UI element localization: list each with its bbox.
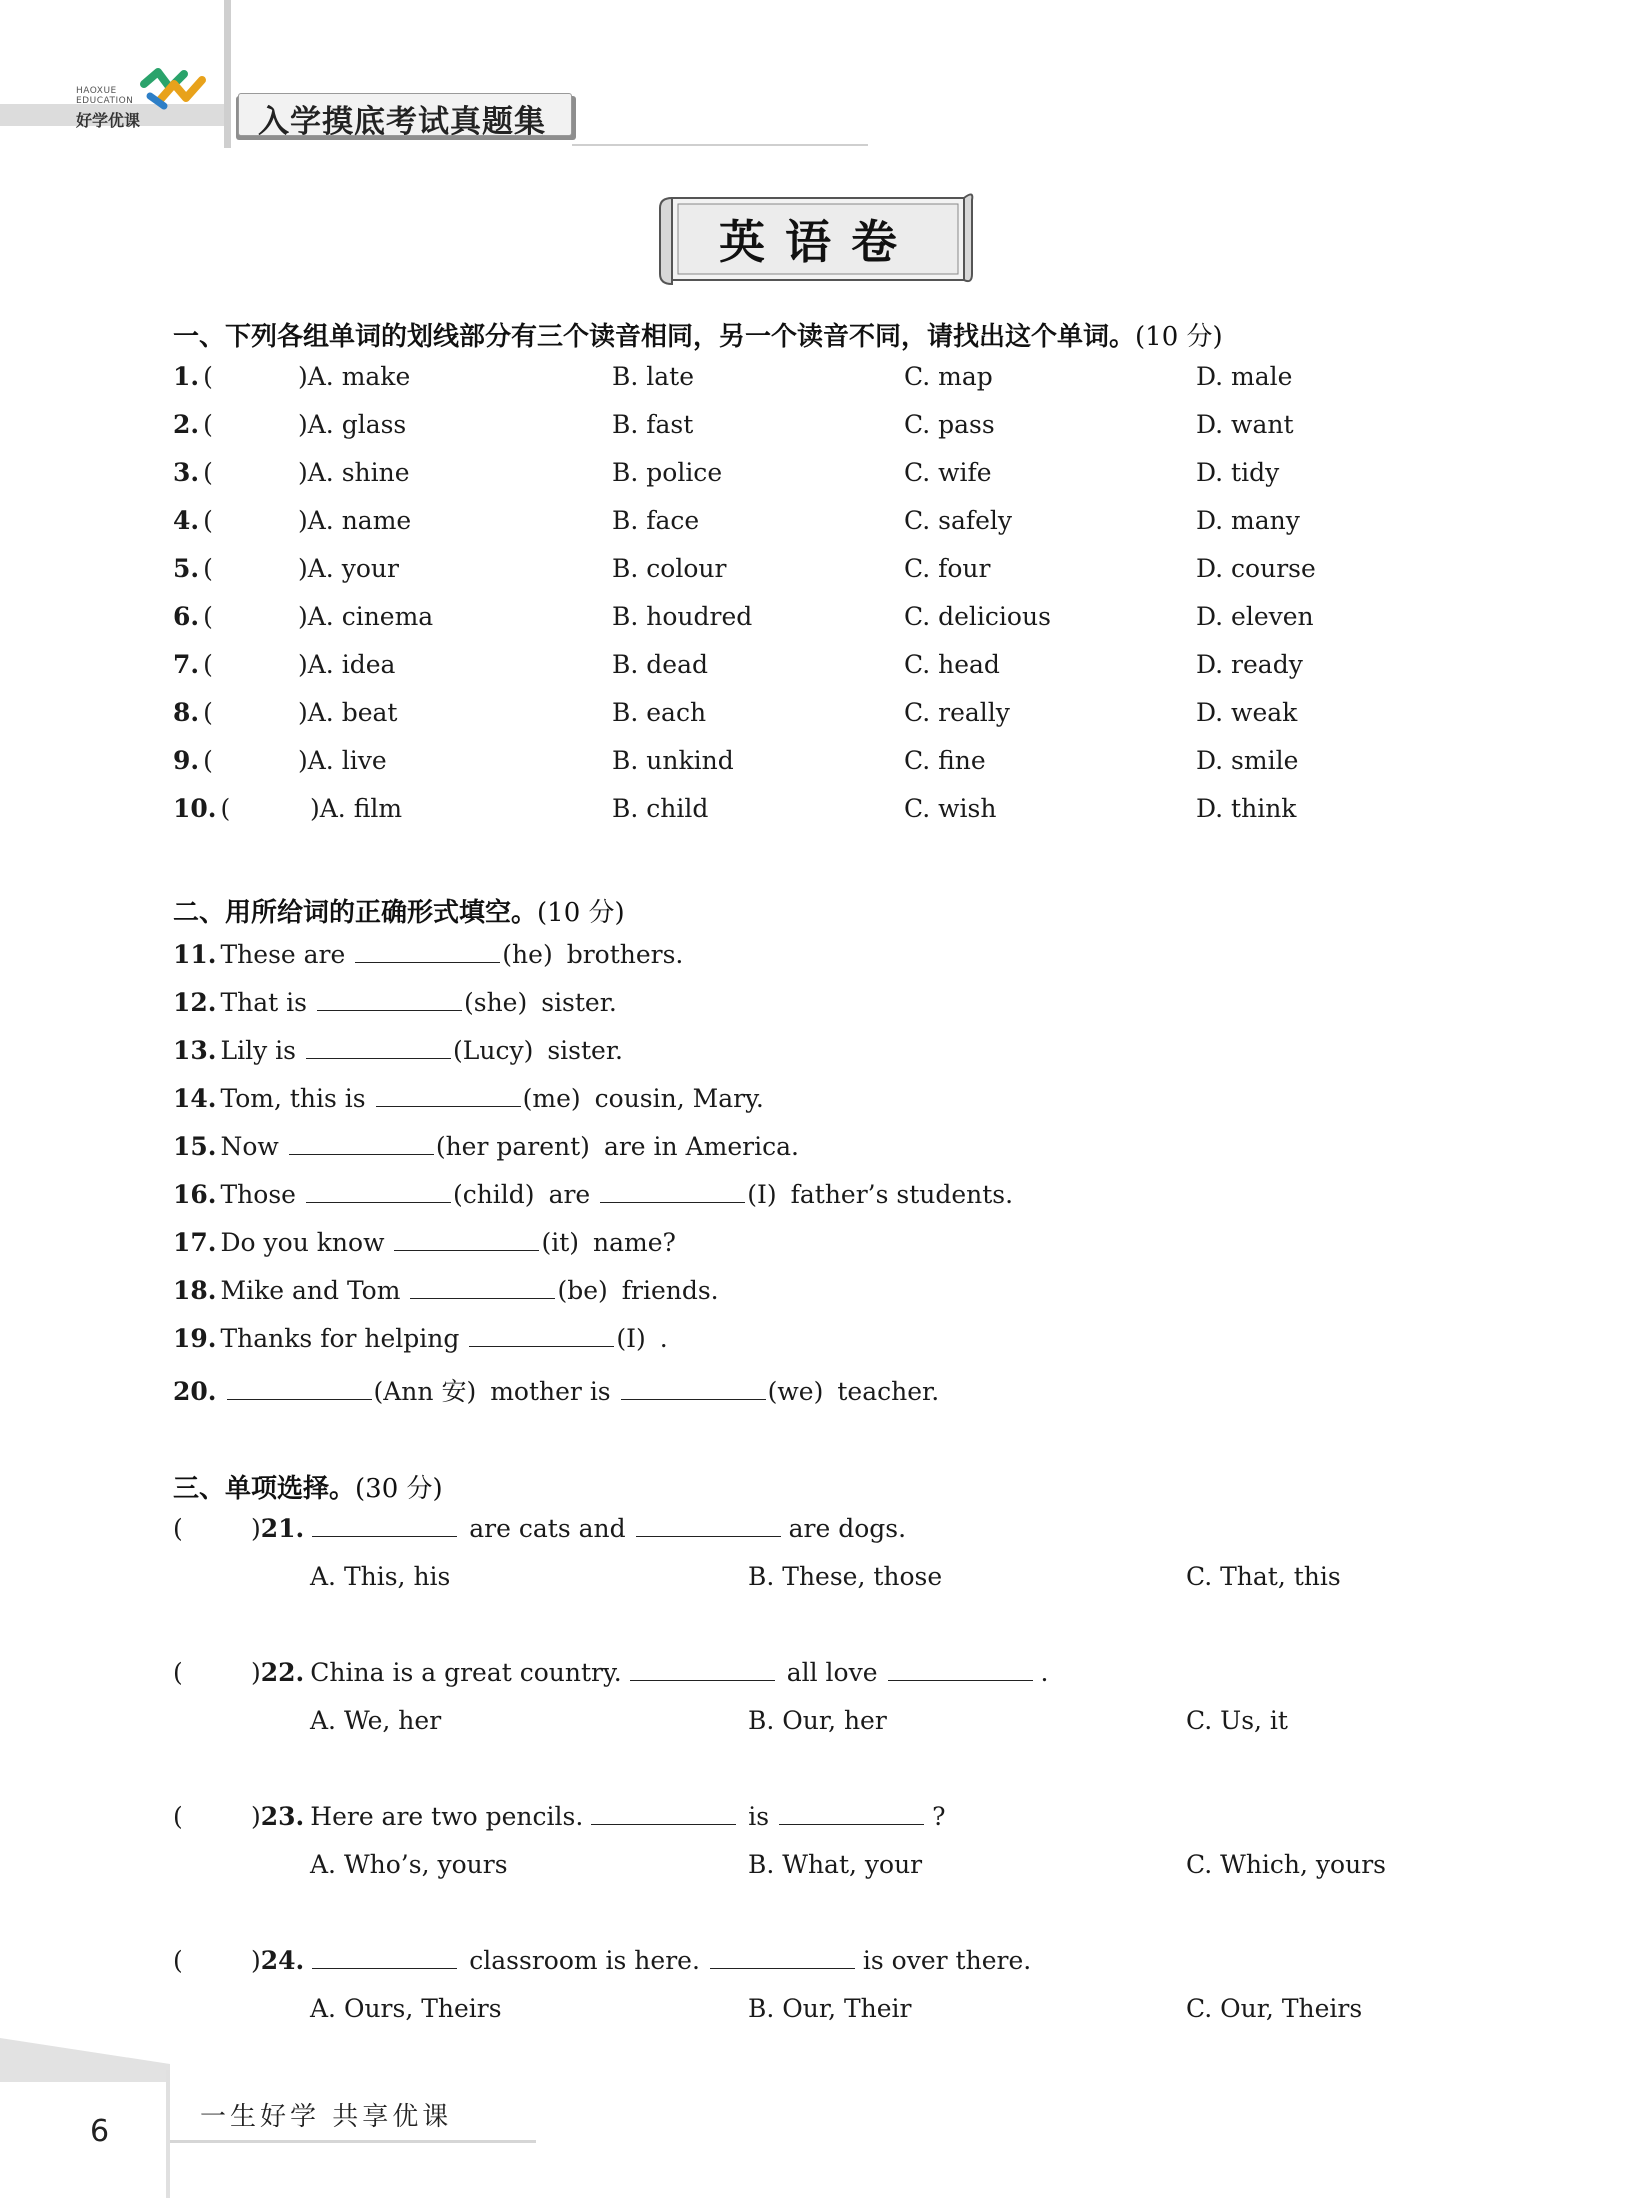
prompt-text: Do you know — [220, 1228, 385, 1257]
answer-blank — [312, 1514, 457, 1537]
answer-blank — [227, 1377, 372, 1400]
fill-in-row — [173, 1276, 719, 1305]
prompt-text: is over there. — [862, 1946, 1032, 1975]
question-number: 22. — [260, 1658, 305, 1687]
answer-paren-open: ( — [203, 506, 213, 535]
question-number — [173, 650, 213, 679]
option-a: )A. name — [298, 506, 412, 535]
question-row — [0, 554, 1632, 598]
prompt-text: Tom, this is — [220, 1084, 366, 1113]
question-number: 14. — [173, 1084, 217, 1113]
answer-paren-open: ( — [203, 602, 213, 631]
question-row — [0, 410, 1632, 454]
question-row — [0, 794, 1632, 838]
mc-question — [173, 1802, 946, 1831]
question-number-text: 9. — [173, 746, 200, 775]
option-a: )A. live — [298, 746, 387, 775]
option-c: C. wife — [904, 458, 992, 487]
hint-word: (me) — [522, 1084, 581, 1113]
prompt-text: Now — [220, 1132, 279, 1161]
answer-blank — [376, 1084, 521, 1107]
prompt-text: are in America. — [603, 1132, 799, 1161]
option-b: B. Our, her — [748, 1706, 887, 1735]
header-rule — [572, 144, 868, 146]
answer-blank — [306, 1180, 451, 1203]
option-c: C. safely — [904, 506, 1013, 535]
option-d: D. course — [1196, 554, 1316, 583]
question-number: 21. — [260, 1514, 305, 1543]
answer-paren-open: ( — [203, 650, 213, 679]
prompt-text: These are — [220, 940, 346, 969]
option-a: )A. your — [298, 554, 399, 583]
hint-word: (he) — [502, 940, 553, 969]
footer-divider — [166, 2070, 170, 2198]
prompt-text: is — [748, 1802, 770, 1831]
prompt-text: mother is — [490, 1377, 611, 1406]
option-a: )A. shine — [298, 458, 410, 487]
option-c: C. really — [904, 698, 1010, 727]
answer-paren-open: ( — [173, 1658, 183, 1687]
question-number-text: 8. — [173, 698, 200, 727]
question-number: 18. — [173, 1276, 217, 1305]
question-number — [173, 794, 230, 823]
hint-word: (we) — [767, 1377, 824, 1406]
option-d: D. many — [1196, 506, 1300, 535]
answer-blank — [306, 1036, 451, 1059]
question-number — [173, 506, 213, 535]
prompt-text: are dogs. — [788, 1514, 907, 1543]
fill-in-row — [173, 1180, 1013, 1209]
fill-in-row — [173, 1228, 676, 1257]
option-d: D. ready — [1196, 650, 1303, 679]
prompt-text: sister. — [547, 1036, 623, 1065]
section2-points: (10 分) — [537, 898, 625, 928]
answer-paren-open: ( — [203, 458, 213, 487]
mc-question — [173, 1658, 1048, 1687]
option-d: D. eleven — [1196, 602, 1314, 631]
option-d: D. tidy — [1196, 458, 1280, 487]
question-number: 17. — [173, 1228, 217, 1257]
answer-paren-open: ( — [203, 362, 213, 391]
hint-word: (Ann 安) — [373, 1377, 477, 1406]
hint-word: (I) — [747, 1180, 777, 1209]
footer-wedge-icon — [0, 2038, 176, 2088]
prompt-text: are — [548, 1180, 591, 1209]
answer-paren-open: ( — [173, 1946, 183, 1975]
answer-paren-close: ) — [251, 1514, 261, 1543]
option-c: C. wish — [904, 794, 997, 823]
prompt-text: classroom is here. — [469, 1946, 700, 1975]
option-c: C. Our, Theirs — [1186, 1994, 1363, 2023]
fill-in-row — [173, 1324, 668, 1353]
question-number-text: 4. — [173, 506, 200, 535]
question-row — [0, 362, 1632, 406]
prompt-text: brothers. — [566, 940, 684, 969]
answer-blank — [636, 1514, 781, 1537]
option-b: B. unkind — [612, 746, 734, 775]
prompt-text: name? — [593, 1228, 676, 1257]
answer-paren-open: ( — [203, 554, 213, 583]
answer-paren-open: ( — [203, 410, 213, 439]
question-number: 12. — [173, 988, 217, 1017]
option-b: B. What, your — [748, 1850, 923, 1879]
answer-paren-open: ( — [173, 1802, 183, 1831]
option-a: A. This, his — [310, 1562, 451, 1591]
footer-rule — [170, 2140, 536, 2143]
hint-word: (child) — [452, 1180, 535, 1209]
option-d: D. smile — [1196, 746, 1299, 775]
option-a: A. We, her — [310, 1706, 442, 1735]
answer-blank — [591, 1802, 736, 1825]
question-row — [0, 458, 1632, 502]
option-a: )A. cinema — [298, 602, 434, 631]
question-number — [173, 698, 213, 727]
question-number-text: 5. — [173, 554, 200, 583]
question-row — [0, 698, 1632, 742]
footer-slogan: 一生好学 共享优课 — [200, 2102, 453, 2132]
option-d: D. want — [1196, 410, 1294, 439]
option-a: A. Ours, Theirs — [310, 1994, 502, 2023]
prompt-text: Mike and Tom — [220, 1276, 401, 1305]
section3-heading — [173, 1468, 443, 1505]
exam-title: 英语卷 — [719, 215, 917, 269]
option-b: B. dead — [612, 650, 708, 679]
option-d: D. male — [1196, 362, 1293, 391]
question-number: 11. — [173, 940, 217, 969]
answer-blank — [469, 1324, 614, 1347]
option-c: C. head — [904, 650, 1000, 679]
answer-paren-open: ( — [220, 794, 231, 823]
question-row — [0, 746, 1632, 790]
option-c: C. That, this — [1186, 1562, 1341, 1591]
hint-word: (I) — [616, 1324, 646, 1353]
fill-in-row — [173, 1372, 939, 1408]
prompt-text: China is a great country. — [310, 1658, 622, 1687]
answer-blank — [355, 940, 500, 963]
hint-word: (be) — [557, 1276, 608, 1305]
prompt-text: sister. — [541, 988, 617, 1017]
question-number: 20. — [173, 1377, 217, 1406]
question-number — [173, 362, 213, 391]
option-a: )A. idea — [298, 650, 396, 679]
question-number: 23. — [260, 1802, 305, 1831]
option-c: C. map — [904, 362, 993, 391]
answer-paren-open: ( — [173, 1514, 183, 1543]
prompt-text: Here are two pencils. — [310, 1802, 584, 1831]
question-number — [173, 554, 213, 583]
option-c: C. Us, it — [1186, 1706, 1288, 1735]
series-title: 入学摸底考试真题集 — [258, 104, 546, 140]
option-b: B. child — [612, 794, 709, 823]
option-b: B. colour — [612, 554, 727, 583]
option-b: B. fast — [612, 410, 694, 439]
option-b: B. face — [612, 506, 700, 535]
answer-blank — [410, 1276, 555, 1299]
question-number — [173, 746, 213, 775]
option-b: B. These, those — [748, 1562, 943, 1591]
question-row — [0, 650, 1632, 694]
answer-blank — [394, 1228, 539, 1251]
fill-in-row — [173, 1084, 764, 1113]
section1-points: (10 分) — [1135, 322, 1223, 352]
fill-in-row — [173, 1036, 623, 1065]
question-number: 16. — [173, 1180, 217, 1209]
section1-heading — [173, 316, 1223, 353]
prompt-text: are cats and — [469, 1514, 626, 1543]
option-c: C. Which, yours — [1186, 1850, 1386, 1879]
prompt-text: all love — [786, 1658, 878, 1687]
option-c: C. four — [904, 554, 991, 583]
question-number-text: 7. — [173, 650, 200, 679]
question-number: 15. — [173, 1132, 217, 1161]
prompt-text: father’s students. — [790, 1180, 1014, 1209]
section2-heading — [173, 892, 625, 929]
answer-blank — [630, 1658, 775, 1681]
question-number-text: 1. — [173, 362, 200, 391]
answer-paren-close: ) — [251, 1802, 261, 1831]
hint-word: (she) — [464, 988, 528, 1017]
prompt-text: Those — [220, 1180, 296, 1209]
question-number — [173, 602, 213, 631]
answer-blank — [710, 1946, 855, 1969]
option-a: )A. glass — [298, 410, 407, 439]
question-row — [0, 506, 1632, 550]
prompt-text: . — [1040, 1658, 1049, 1687]
option-c: C. delicious — [904, 602, 1051, 631]
option-b: B. Our, Their — [748, 1994, 912, 2023]
option-a: )A. film — [310, 794, 403, 823]
prompt-text: . — [659, 1324, 668, 1353]
prompt-text: Lily is — [220, 1036, 296, 1065]
logo-chinese-text: 好学优课 — [76, 111, 141, 130]
answer-blank — [312, 1946, 457, 1969]
question-number-text: 3. — [173, 458, 200, 487]
option-a: )A. beat — [298, 698, 398, 727]
answer-blank — [600, 1180, 745, 1203]
option-a: )A. make — [298, 362, 411, 391]
answer-paren-open: ( — [203, 746, 213, 775]
question-number: 19. — [173, 1324, 217, 1353]
section3-heading-text: 三、单项选择。 — [173, 1474, 356, 1504]
prompt-text: ? — [932, 1802, 946, 1831]
option-b: B. police — [612, 458, 723, 487]
option-a: A. Who’s, yours — [310, 1850, 508, 1879]
prompt-text: Thanks for helping — [220, 1324, 460, 1353]
option-b: B. late — [612, 362, 695, 391]
mc-question — [173, 1514, 906, 1543]
prompt-text: cousin, Mary. — [594, 1084, 764, 1113]
question-number-text: 10. — [173, 794, 217, 823]
fill-in-row — [173, 1132, 799, 1161]
question-number: 13. — [173, 1036, 217, 1065]
mc-question — [173, 1946, 1031, 1975]
answer-paren-close: ) — [251, 1658, 261, 1687]
hint-word: (Lucy) — [453, 1036, 534, 1065]
question-row — [0, 602, 1632, 646]
question-number: 24. — [260, 1946, 305, 1975]
answer-paren-close: ) — [251, 1946, 261, 1975]
question-number — [173, 410, 213, 439]
answer-blank — [317, 988, 462, 1011]
logo-english-text: HAOXUE EDUCATION — [76, 86, 134, 106]
option-c: C. fine — [904, 746, 986, 775]
page-number: 6 — [90, 2114, 110, 2149]
answer-blank — [621, 1377, 766, 1400]
option-d: D. weak — [1196, 698, 1298, 727]
question-number — [173, 458, 213, 487]
fill-in-row — [173, 940, 683, 969]
header-divider — [224, 0, 231, 148]
section1-heading-text: 一、下列各组单词的划线部分有三个读音相同，另一个读音不同，请找出这个单词。 — [173, 322, 1136, 352]
section2-heading-text: 二、用所给词的正确形式填空。 — [173, 898, 538, 928]
hint-word: (it) — [541, 1228, 580, 1257]
answer-blank — [289, 1132, 434, 1155]
option-b: B. houdred — [612, 602, 753, 631]
question-number-text: 6. — [173, 602, 200, 631]
question-number-text: 2. — [173, 410, 200, 439]
answer-blank — [888, 1658, 1033, 1681]
answer-paren-open: ( — [203, 698, 213, 727]
logo-mark-icon — [140, 66, 210, 112]
prompt-text: That is — [220, 988, 307, 1017]
prompt-text: friends. — [621, 1276, 719, 1305]
option-d: D. think — [1196, 794, 1297, 823]
answer-blank — [779, 1802, 924, 1825]
option-b: B. each — [612, 698, 707, 727]
prompt-text: teacher. — [837, 1377, 940, 1406]
option-c: C. pass — [904, 410, 995, 439]
hint-word: (her parent) — [435, 1132, 590, 1161]
fill-in-row — [173, 988, 617, 1017]
section3-points: (30 分) — [355, 1474, 443, 1504]
